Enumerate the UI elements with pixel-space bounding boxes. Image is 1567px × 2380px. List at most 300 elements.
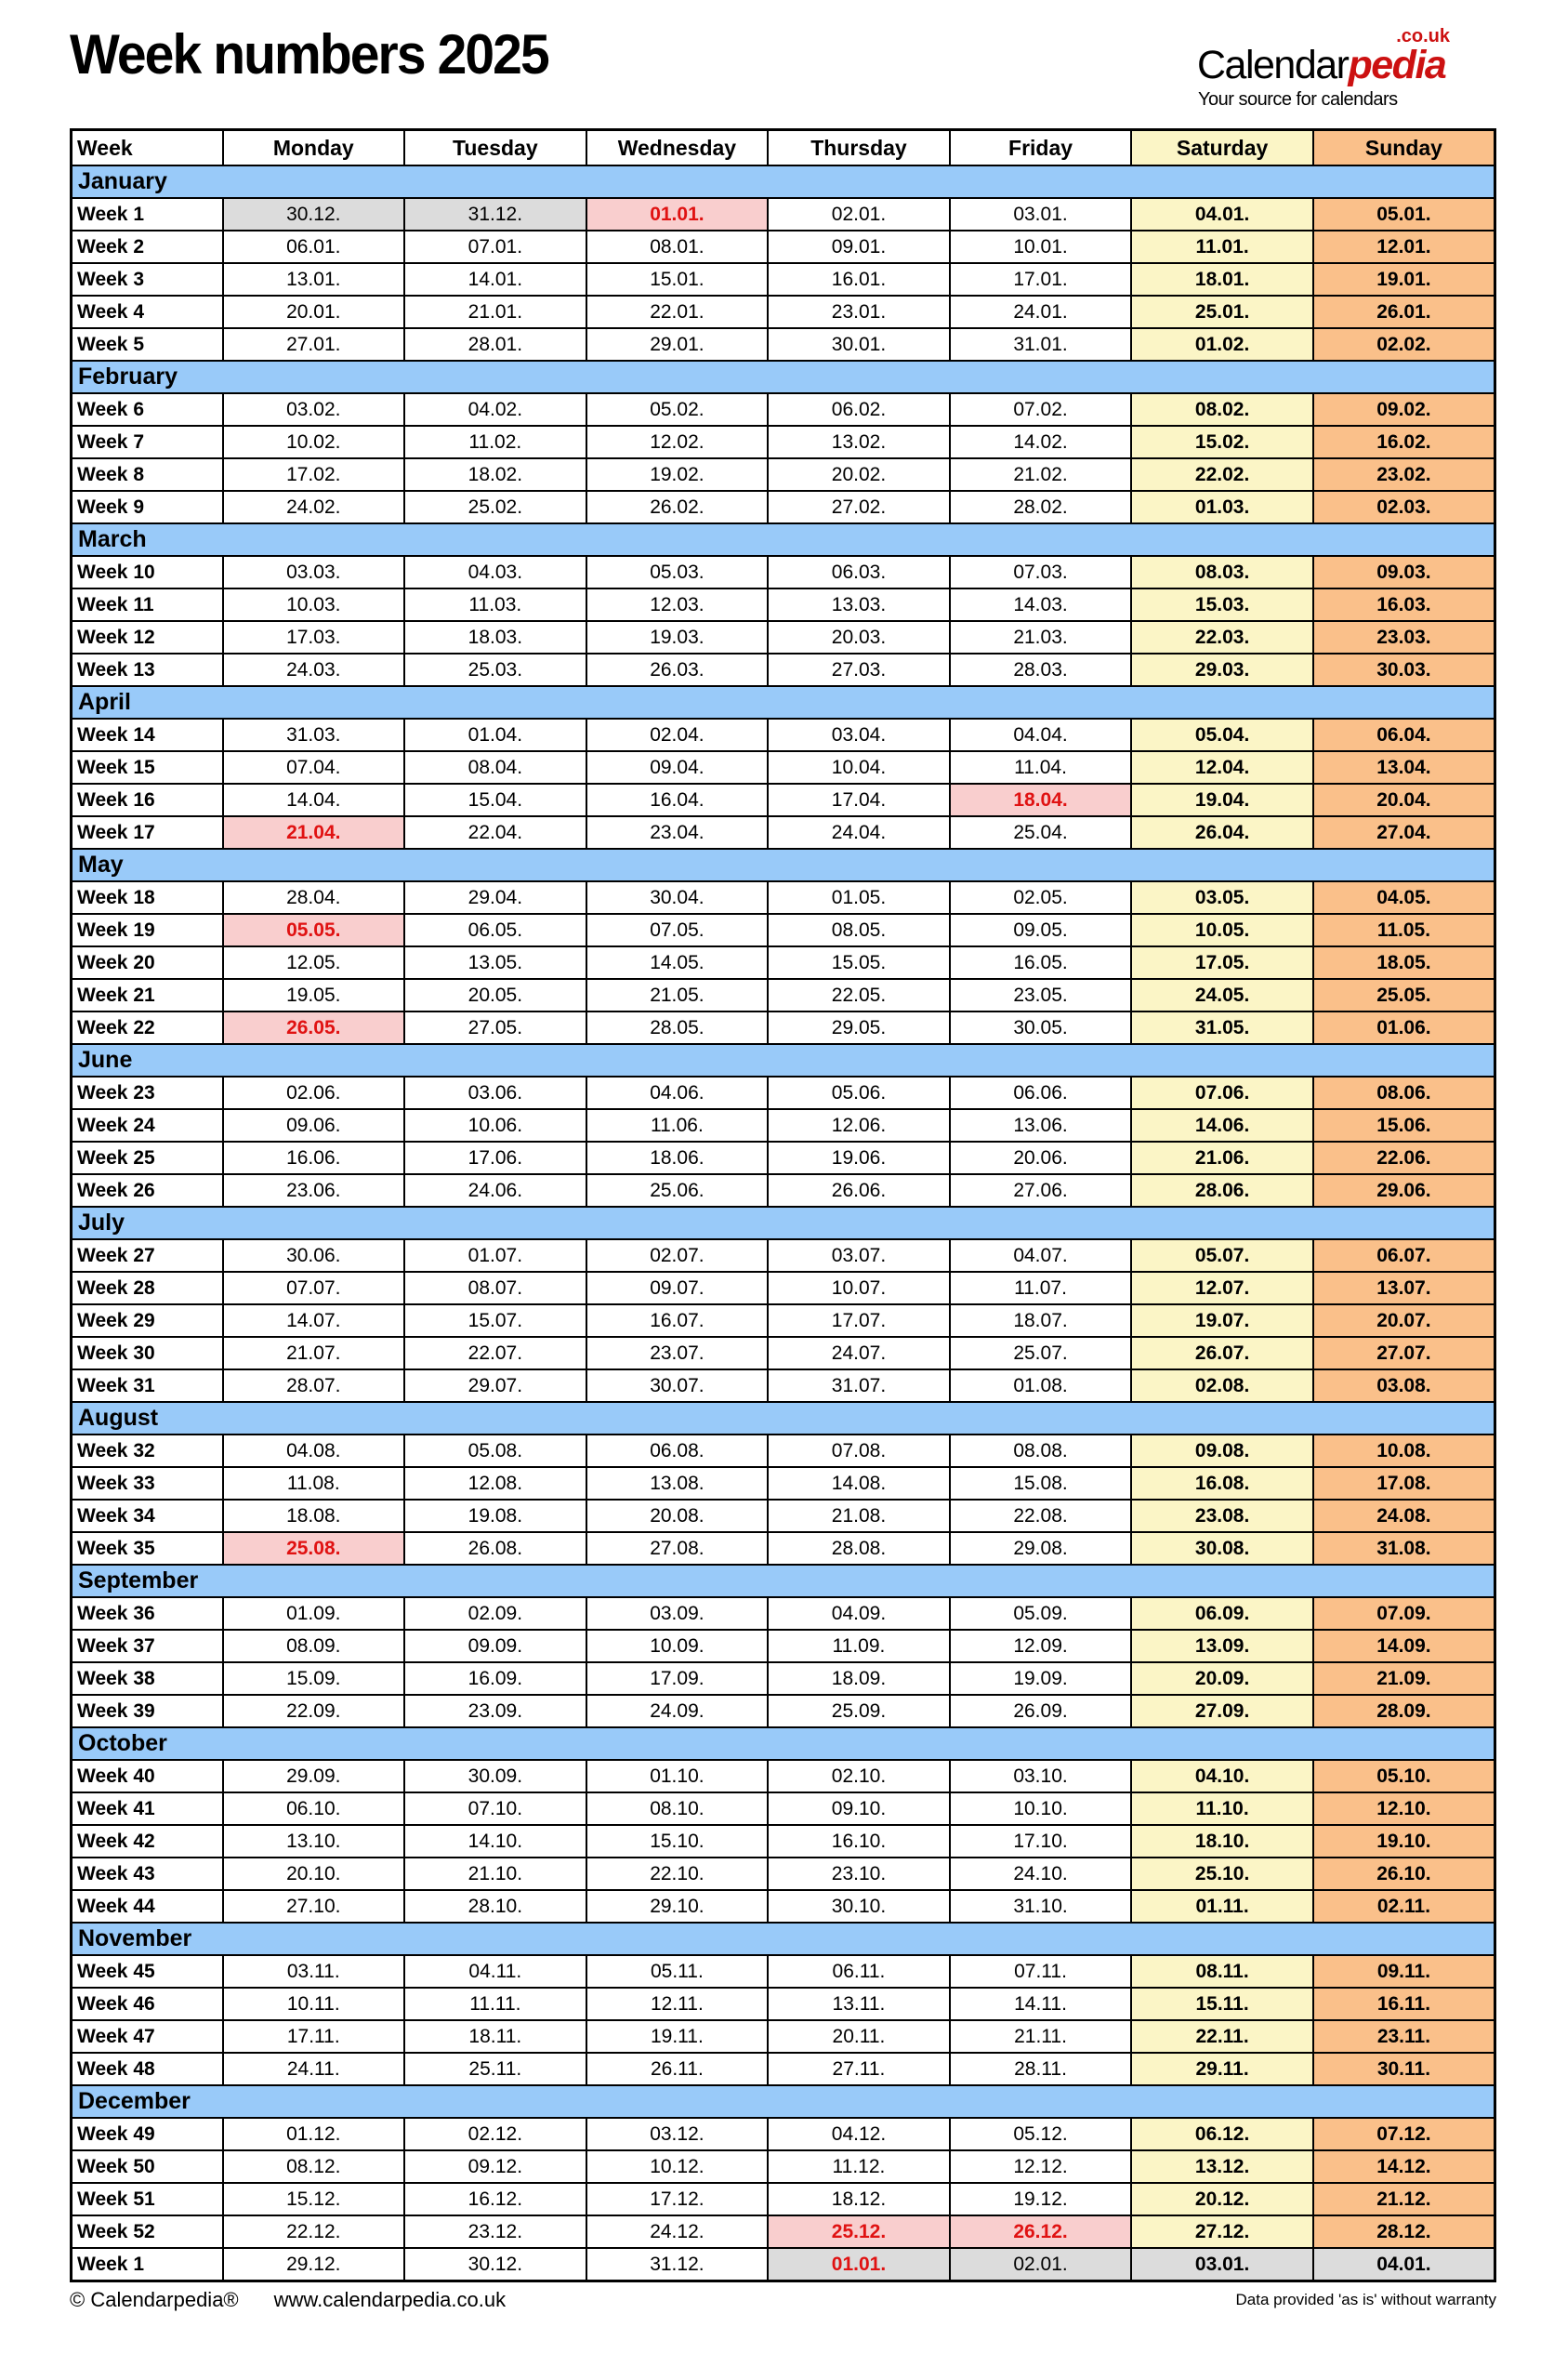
month-label: December [72,2085,1495,2118]
week-numbers-table [70,128,1496,2282]
date-cell: 24.12. [586,2215,769,2248]
date-cell: 03.05. [1131,881,1313,914]
date-cell: 22.09. [223,1695,405,1727]
week-number-label: Week 9 [72,491,223,523]
date-cell: 07.08. [768,1435,950,1467]
date-cell: 12.08. [404,1467,586,1500]
date-cell: 14.12. [1313,2150,1495,2183]
date-cell: 01.09. [223,1597,405,1630]
date-cell: 03.02. [223,393,405,426]
date-cell: 09.04. [586,751,769,784]
date-cell: 19.10. [1313,1825,1495,1858]
date-cell: 29.12. [223,2248,405,2281]
date-cell: 07.06. [1131,1077,1313,1109]
date-cell: 31.07. [768,1369,950,1402]
week-number-label: Week 38 [72,1662,223,1695]
date-cell: 21.05. [586,979,769,1012]
week-row [72,2118,1495,2150]
week-row [72,263,1495,296]
date-cell: 23.02. [1313,458,1495,491]
date-cell: 11.11. [404,1988,586,2020]
calendarpedia-url[interactable]: www.calendarpedia.co.uk [273,2288,507,2311]
date-cell: 28.01. [404,328,586,361]
date-cell: 19.09. [950,1662,1132,1695]
week-number-label: Week 11 [72,588,223,621]
week-number-label: Week 26 [72,1174,223,1207]
date-cell: 03.12. [586,2118,769,2150]
date-cell: 09.03. [1313,556,1495,588]
date-cell: 07.02. [950,393,1132,426]
date-cell: 06.04. [1313,719,1495,751]
date-cell: 14.10. [404,1825,586,1858]
week-row [72,1142,1495,1174]
date-cell: 03.08. [1313,1369,1495,1402]
week-number-label: Week 44 [72,1890,223,1923]
date-cell: 17.06. [404,1142,586,1174]
date-cell: 17.04. [768,784,950,816]
date-cell: 26.07. [1131,1337,1313,1369]
date-cell: 09.01. [768,231,950,263]
week-row [72,1369,1495,1402]
week-row [72,1304,1495,1337]
week-number-label: Week 43 [72,1858,223,1890]
date-cell: 23.11. [1313,2020,1495,2053]
date-cell: 08.08. [950,1435,1132,1467]
month-label: February [72,361,1495,393]
date-cell: 21.08. [768,1500,950,1532]
footer-disclaimer: Data provided 'as is' without warranty [1235,2291,1496,2308]
date-cell: 02.10. [768,1760,950,1792]
date-cell: 30.09. [404,1760,586,1792]
week-number-label: Week 23 [72,1077,223,1109]
date-cell-other-year: 02.01. [950,2248,1132,2281]
date-cell: 14.05. [586,946,769,979]
date-cell: 26.01. [1313,296,1495,328]
date-cell: 16.05. [950,946,1132,979]
date-cell: 27.12. [1131,2215,1313,2248]
date-cell: 18.07. [950,1304,1132,1337]
week-number-label: Week 49 [72,2118,223,2150]
date-cell: 22.02. [1131,458,1313,491]
date-cell: 09.02. [1313,393,1495,426]
date-cell: 31.01. [950,328,1132,361]
date-cell: 12.10. [1313,1792,1495,1825]
date-cell: 18.10. [1131,1825,1313,1858]
date-cell: 27.09. [1131,1695,1313,1727]
date-cell: 15.04. [404,784,586,816]
week-number-label: Week 17 [72,816,223,849]
col-header-week: Week [72,130,223,166]
date-cell: 20.11. [768,2020,950,2053]
week-row [72,1792,1495,1825]
week-number-label: Week 7 [72,426,223,458]
date-cell: 19.05. [223,979,405,1012]
month-row [72,686,1495,719]
date-cell: 19.01. [1313,263,1495,296]
date-cell: 06.06. [950,1077,1132,1109]
date-cell: 01.06. [1313,1012,1495,1044]
date-cell: 21.12. [1313,2183,1495,2215]
date-cell: 06.12. [1131,2118,1313,2150]
date-cell: 29.10. [586,1890,769,1923]
week-row [72,979,1495,1012]
date-cell: 08.06. [1313,1077,1495,1109]
date-cell: 22.11. [1131,2020,1313,2053]
date-cell: 23.12. [404,2215,586,2248]
week-row [72,2183,1495,2215]
date-cell: 03.06. [404,1077,586,1109]
date-cell: 28.10. [404,1890,586,1923]
week-number-label: Week 29 [72,1304,223,1337]
date-cell: 18.12. [768,2183,950,2215]
month-label: July [72,1207,1495,1239]
page-header [70,0,1496,128]
week-number-label: Week 13 [72,654,223,686]
week-row [72,2053,1495,2085]
week-row [72,1890,1495,1923]
date-cell: 24.05. [1131,979,1313,1012]
date-cell: 27.11. [768,2053,950,2085]
date-cell: 22.05. [768,979,950,1012]
date-cell: 02.05. [950,881,1132,914]
date-cell: 29.06. [1313,1174,1495,1207]
col-header-wednesday: Wednesday [586,130,769,166]
week-row [72,784,1495,816]
date-cell: 30.12. [404,2248,586,2281]
date-cell: 30.07. [586,1369,769,1402]
date-cell: 21.11. [950,2020,1132,2053]
date-cell: 14.02. [950,426,1132,458]
date-cell: 21.07. [223,1337,405,1369]
date-cell: 24.11. [223,2053,405,2085]
date-cell: 04.08. [223,1435,405,1467]
date-cell: 22.06. [1313,1142,1495,1174]
date-cell: 27.06. [950,1174,1132,1207]
date-cell-holiday: 26.05. [223,1012,405,1044]
date-cell: 17.01. [950,263,1132,296]
date-cell: 15.10. [586,1825,769,1858]
week-row [72,1012,1495,1044]
date-cell: 01.07. [404,1239,586,1272]
date-cell: 21.06. [1131,1142,1313,1174]
date-cell: 27.04. [1313,816,1495,849]
week-row [72,2150,1495,2183]
month-label: March [72,523,1495,556]
date-cell: 13.08. [586,1467,769,1500]
week-number-label: Week 1 [72,198,223,231]
date-cell: 18.03. [404,621,586,654]
week-number-label: Week 12 [72,621,223,654]
col-header-thursday: Thursday [768,130,950,166]
date-cell: 26.03. [586,654,769,686]
date-cell: 06.08. [586,1435,769,1467]
date-cell: 19.07. [1131,1304,1313,1337]
week-row [72,1858,1495,1890]
date-cell-other-year-holiday: 01.01. [768,2248,950,2281]
date-cell-other-year: 03.01. [1131,2248,1313,2281]
date-cell: 27.10. [223,1890,405,1923]
week-row [72,1955,1495,1988]
date-cell: 22.04. [404,816,586,849]
week-number-label: Week 20 [72,946,223,979]
date-cell: 18.05. [1313,946,1495,979]
date-cell: 09.06. [223,1109,405,1142]
date-cell: 07.12. [1313,2118,1495,2150]
week-number-label: Week 5 [72,328,223,361]
week-number-label: Week 10 [72,556,223,588]
date-cell: 21.03. [950,621,1132,654]
week-number-label: Week 52 [72,2215,223,2248]
date-cell: 20.05. [404,979,586,1012]
month-label: August [72,1402,1495,1435]
date-cell: 13.10. [223,1825,405,1858]
date-cell: 19.02. [586,458,769,491]
date-cell: 09.10. [768,1792,950,1825]
date-cell: 19.06. [768,1142,950,1174]
date-cell: 29.01. [586,328,769,361]
date-cell: 02.09. [404,1597,586,1630]
date-cell: 30.01. [768,328,950,361]
date-cell: 12.07. [1131,1272,1313,1304]
date-cell: 23.05. [950,979,1132,1012]
date-cell: 01.05. [768,881,950,914]
date-cell: 25.06. [586,1174,769,1207]
date-cell: 26.08. [404,1532,586,1565]
date-cell: 27.03. [768,654,950,686]
col-header-monday: Monday [223,130,405,166]
date-cell: 01.12. [223,2118,405,2150]
logo-couk-suffix: .co.uk [1396,26,1450,46]
date-cell: 25.03. [404,654,586,686]
date-cell: 15.01. [586,263,769,296]
date-cell: 15.06. [1313,1109,1495,1142]
week-row [72,491,1495,523]
week-row [72,1532,1495,1565]
week-number-label: Week 1 [72,2248,223,2281]
week-row [72,1109,1495,1142]
date-cell: 16.02. [1313,426,1495,458]
date-cell: 27.08. [586,1532,769,1565]
date-cell: 02.03. [1313,491,1495,523]
date-cell: 14.11. [950,1988,1132,2020]
date-cell: 05.01. [1313,198,1495,231]
date-cell: 04.07. [950,1239,1132,1272]
date-cell: 07.01. [404,231,586,263]
date-cell: 10.12. [586,2150,769,2183]
date-cell: 11.02. [404,426,586,458]
week-number-label: Week 24 [72,1109,223,1142]
date-cell: 02.06. [223,1077,405,1109]
date-cell: 19.12. [950,2183,1132,2215]
date-cell-other-year: 30.12. [223,198,405,231]
date-cell: 15.07. [404,1304,586,1337]
week-row [72,393,1495,426]
week-number-label: Week 42 [72,1825,223,1858]
date-cell-holiday: 21.04. [223,816,405,849]
month-label: October [72,1727,1495,1760]
date-cell: 13.09. [1131,1630,1313,1662]
date-cell: 07.11. [950,1955,1132,1988]
date-cell: 17.07. [768,1304,950,1337]
date-cell-holiday: 01.01. [586,198,769,231]
month-row [72,1727,1495,1760]
calendarpedia-logo[interactable] [1197,17,1496,113]
date-cell: 03.07. [768,1239,950,1272]
date-cell: 22.07. [404,1337,586,1369]
week-row [72,1174,1495,1207]
date-cell: 14.04. [223,784,405,816]
week-number-label: Week 47 [72,2020,223,2053]
date-cell: 17.10. [950,1825,1132,1858]
date-cell: 23.08. [1131,1500,1313,1532]
date-cell: 12.01. [1313,231,1495,263]
logo-tagline: Your source for calendars [1198,89,1398,110]
date-cell: 09.08. [1131,1435,1313,1467]
week-number-label: Week 45 [72,1955,223,1988]
date-cell: 12.09. [950,1630,1132,1662]
week-row [72,1630,1495,1662]
date-cell: 20.01. [223,296,405,328]
week-number-label: Week 51 [72,2183,223,2215]
week-number-label: Week 28 [72,1272,223,1304]
page-title: Week numbers 2025 [70,23,548,86]
date-cell: 17.12. [586,2183,769,2215]
date-cell: 04.04. [950,719,1132,751]
date-cell: 21.01. [404,296,586,328]
date-cell: 11.09. [768,1630,950,1662]
date-cell: 11.04. [950,751,1132,784]
date-cell: 04.11. [404,1955,586,1988]
week-number-label: Week 2 [72,231,223,263]
date-cell: 22.10. [586,1858,769,1890]
date-cell: 08.03. [1131,556,1313,588]
logo-wordmark [1197,43,1445,88]
date-cell-holiday: 25.08. [223,1532,405,1565]
month-row [72,361,1495,393]
date-cell: 13.01. [223,263,405,296]
date-cell: 05.11. [586,1955,769,1988]
date-cell: 31.10. [950,1890,1132,1923]
week-row [72,1662,1495,1695]
week-row [72,1695,1495,1727]
date-cell: 15.09. [223,1662,405,1695]
logo-part-pedia: pedia [1348,43,1446,87]
date-cell: 11.08. [223,1467,405,1500]
date-cell: 16.04. [586,784,769,816]
week-number-label: Week 36 [72,1597,223,1630]
date-cell: 31.12. [586,2248,769,2281]
date-cell: 23.06. [223,1174,405,1207]
week-row [72,881,1495,914]
date-cell: 15.03. [1131,588,1313,621]
week-row [72,1597,1495,1630]
date-cell: 25.07. [950,1337,1132,1369]
date-cell: 10.05. [1131,914,1313,946]
date-cell-holiday: 26.12. [950,2215,1132,2248]
date-cell: 12.02. [586,426,769,458]
date-cell: 01.10. [586,1760,769,1792]
month-row [72,849,1495,881]
col-header-friday: Friday [950,130,1132,166]
week-row [72,231,1495,263]
week-number-label: Week 33 [72,1467,223,1500]
date-cell: 25.04. [950,816,1132,849]
month-label: January [72,165,1495,198]
date-cell: 08.02. [1131,393,1313,426]
date-cell: 05.09. [950,1597,1132,1630]
date-cell-holiday: 25.12. [768,2215,950,2248]
date-cell: 03.11. [223,1955,405,1988]
week-row [72,458,1495,491]
week-row [72,914,1495,946]
date-cell: 04.03. [404,556,586,588]
date-cell: 10.10. [950,1792,1132,1825]
date-cell: 06.02. [768,393,950,426]
week-row [72,946,1495,979]
date-cell: 26.09. [950,1695,1132,1727]
date-cell: 16.07. [586,1304,769,1337]
date-cell: 04.01. [1131,198,1313,231]
date-cell: 08.12. [223,2150,405,2183]
date-cell: 24.09. [586,1695,769,1727]
date-cell: 30.11. [1313,2053,1495,2085]
date-cell: 22.12. [223,2215,405,2248]
date-cell: 17.11. [223,2020,405,2053]
week-row [72,2215,1495,2248]
date-cell: 12.06. [768,1109,950,1142]
date-cell: 14.07. [223,1304,405,1337]
date-cell: 18.08. [223,1500,405,1532]
date-cell: 28.05. [586,1012,769,1044]
date-cell: 02.04. [586,719,769,751]
date-cell: 24.10. [950,1858,1132,1890]
date-cell: 15.05. [768,946,950,979]
date-cell: 16.08. [1131,1467,1313,1500]
date-cell: 06.01. [223,231,405,263]
date-cell: 16.12. [404,2183,586,2215]
date-cell: 15.11. [1131,1988,1313,2020]
date-cell: 26.06. [768,1174,950,1207]
date-cell: 01.02. [1131,328,1313,361]
date-cell: 13.12. [1131,2150,1313,2183]
date-cell: 27.02. [768,491,950,523]
date-cell: 09.11. [1313,1955,1495,1988]
date-cell-other-year: 31.12. [404,198,586,231]
date-cell: 17.08. [1313,1467,1495,1500]
date-cell: 07.10. [404,1792,586,1825]
date-cell: 25.09. [768,1695,950,1727]
week-row [72,1988,1495,2020]
date-cell: 17.02. [223,458,405,491]
date-cell: 08.07. [404,1272,586,1304]
week-row [72,1500,1495,1532]
date-cell: 18.06. [586,1142,769,1174]
week-number-label: Week 16 [72,784,223,816]
date-cell: 04.12. [768,2118,950,2150]
date-cell: 03.03. [223,556,405,588]
week-number-label: Week 18 [72,881,223,914]
date-cell: 10.03. [223,588,405,621]
date-cell: 02.02. [1313,328,1495,361]
date-cell: 02.12. [404,2118,586,2150]
date-cell: 13.02. [768,426,950,458]
date-cell: 06.11. [768,1955,950,1988]
date-cell: 27.07. [1313,1337,1495,1369]
date-cell: 28.02. [950,491,1132,523]
week-number-label: Week 21 [72,979,223,1012]
date-cell: 26.02. [586,491,769,523]
date-cell: 15.08. [950,1467,1132,1500]
